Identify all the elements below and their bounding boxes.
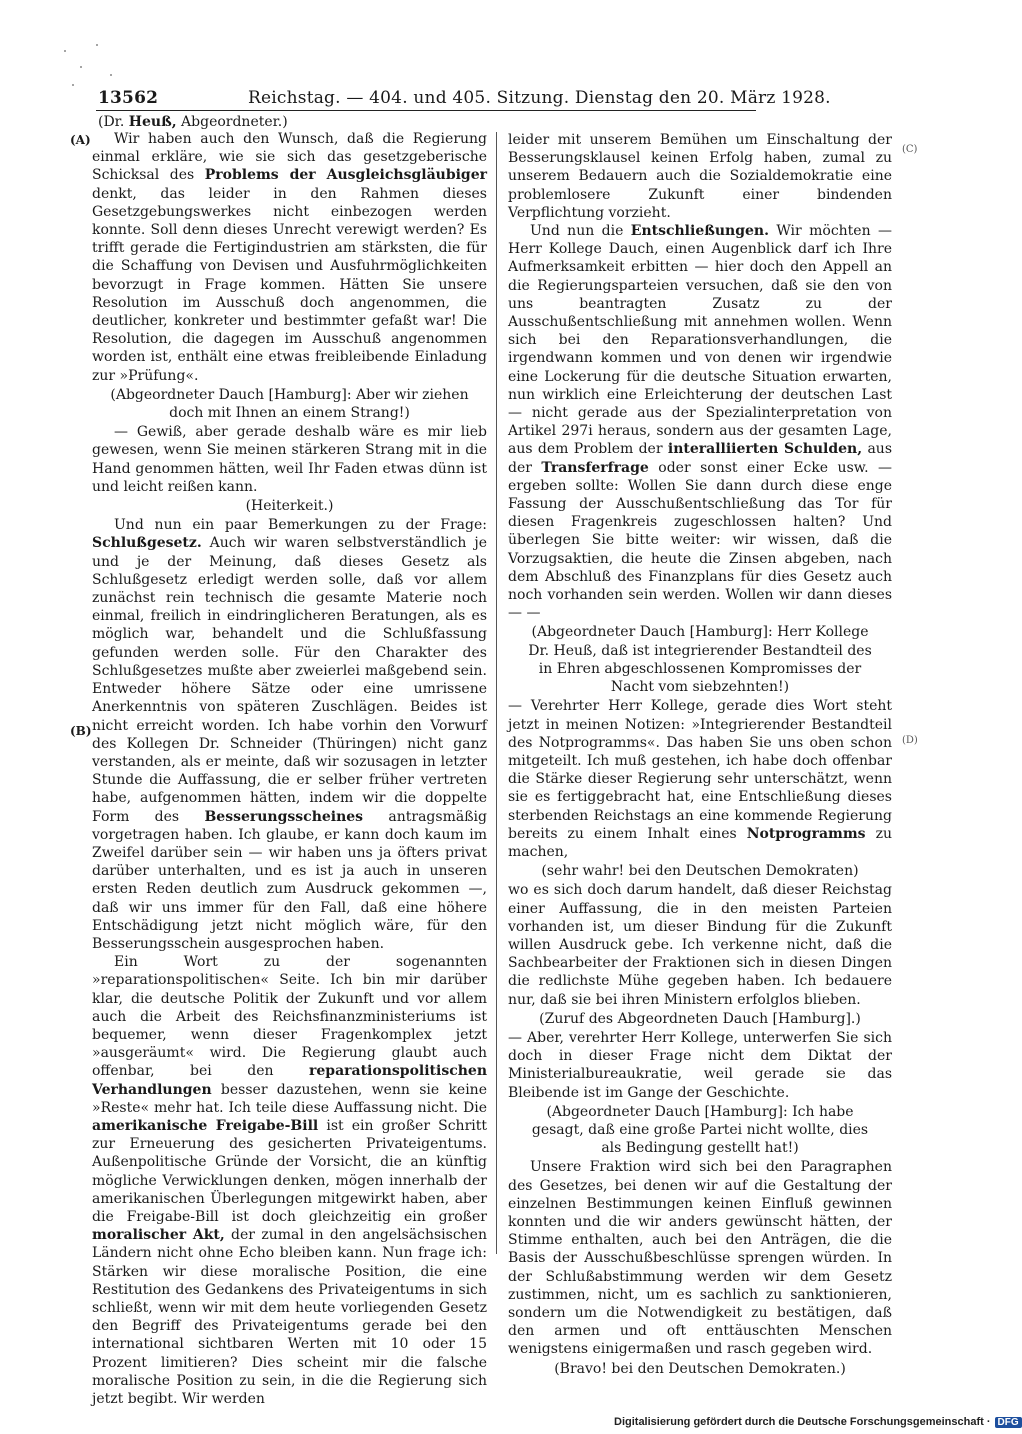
column-divider <box>496 132 497 1254</box>
running-title: Reichstag. — 404. und 405. Sitzung. Dienstag den 20. März 1928. <box>248 88 831 108</box>
interjection: (Zuruf des Abgeordneten Dauch [Hamburg].) <box>539 1010 861 1027</box>
paragraph: — Verehrter Herr Kollege, gerade dies Wort steht jetzt in meinen Notizen: »Integrierender Bestandteil des Notprogramms«. Das haben Sie uns oben schon mitgeteilt. Ich muß gestehen, ich habe doch offenbar die Stärke dieser Regierung sehr unterschätzt, wenn sie es fertiggebracht hat, eine Entschließung dieses sterbenden Reichstags an eine kommende Regierung bereits zu einem Inhalt eines Notprogramms zu machen, <box>508 698 892 860</box>
page-header <box>98 86 831 112</box>
interjection: (Abgeordneter Dauch [Hamburg]: Ich habe gesagt, daß eine große Partei nicht wollte, dies als Bedingung gestellt hat!) <box>531 1103 869 1157</box>
digitization-footer <box>614 1416 1019 1430</box>
interjection: (sehr wahr! bei den Deutschen Demokraten) <box>541 863 859 880</box>
paragraph: leider mit unserem Bemühen um Einschaltung der Besserungsklausel keinen Erfolg haben, zumal zu unserem Bedauern auch die Sozialdemokratie eine problemlosere Zukunft einer bindenden Verpflichtung vorzieht. <box>508 132 892 221</box>
paragraph: Und nun die Entschließungen. Wir möchten — Herr Kollege Dauch, einen Augenblick darf ich Ihre Aufmerksamkeit erbitten — hier doch den Appell an die Regierungsparteien versuchen, daß sie den von uns beantragten Zusatz zu der Ausschußentschließung mit annehmen wollen. Wenn sich bei den Reparationsverhandlungen, die irgendwann kommen und von denen wir irgendwie eine Lockerung für die deutsche Situation erwarten, nun wirklich eine Erleichterung der deutschen Last — nicht gerade aus der Spezialinterpretation von Artikel 297i heraus, sondern aus der gesamten Lage, aus dem Problem der interalliierten Schulden, aus der Transferfrage oder sonst einer Ecke usw. — ergeben sollte: Wollen Sie dann durch diese enge Fassung der Ausschußentschließung das Tor für diesen Fragenkreis zugeschlossen halten? Und überlegen Sie bitte weiter: wir wissen, daß die Vorzugsaktien, die heute die Zinsen abgeben, nach dem Abschluß des Finanzplans für dies Gesetz auch noch vorhanden sein werden. Wollen wir dann dieses — — <box>508 223 893 622</box>
paragraph: Unsere Fraktion wird sich bei den Paragraphen des Gesetzes, bei denen wir auf die Gestaltung der einzelnen Bestimmungen keinen Einfluß gewinnen konnten und die wir anders gewünscht hätten, der Stimme enthalten, auch bei den Anträgen, die die Basis der Ausschußbeschlüsse sprengen würden. In der Schlußabstimmung werden wir dem Gesetz zustimmen, nicht, um es sachlich zu sanktionieren, sondern um die Notwendigkeit zu bestätigen, daß den armen und oft enttäuschten Menschen wenigstens einigermaßen und rasch gegeben wird. <box>508 1159 892 1358</box>
speaker-line <box>98 114 288 130</box>
paragraph: Und nun ein paar Bemerkungen zu der Frage: Schlußgesetz. Auch wir waren selbstverständlich je und je der Meinung, daß dieses Gesetz als Schlußgesetz erledigt werden solle, daß vor allem zunächst rein technisch die gesamte Materie noch einmal, freilich in eindringlicheren Beratungen, als es möglich war, behandelt und die Schlußfassung gefunden werden solle. Für den Charakter des Schlußgesetzes mußte aber zweierlei maßgebend sein. Entweder höhere Sätze oder eine umrissene Anerkenntnis von späteren Zuschlägen. Beides ist nicht erreicht worden. Ich habe vorhin den Vorwurf des Kollegen Dr. Schneider (Thüringen) nicht ganz verstanden, als er meinte, daß wir sozusagen in letzter Stunde die Auffassung, die er selber früher vertreten habe, aufgenommen hätten, indem wir die doppelte Form des Besserungsscheines antragsmäßig vorgetragen haben. Ich glaube, er kann doch kaum im Zweifel darüber sein — wir haben uns ja öfters privat darüber unterhalten, und es ist ja auch in unseren ersten Reden deutlich zum Ausdruck gekommen —, daß wir uns immer für den Fall, daß eine höhere Entschädigung jetzt nicht möglich wäre, für den Besserungsschein ausgesprochen haben. <box>92 517 487 952</box>
paragraph: Wir haben auch den Wunsch, daß die Regierung einmal erkläre, wie sie sich das gesetzgeberische Schicksal des Problems der Ausgleichsgläubiger denkt, das leider in den Rahmen dieses Gesetzgebungswerkes nicht einbezogen werden konnte. Soll denn dieses Unrecht verewigt werden? Es trifft gerade die Fertigindustrien am stärksten, die für die Schaffung von Devisen und Ausfuhrmöglichkeiten bevorzugt in Frage kommen. Hätten Sie unsere Resolution im Ausschuß doch angenommen, die deutlicher, konkreter und bestimmter gefaßt war! Die Resolution, die dagegen im Ausschuß angenommen worden ist, enthält eine etwas freibleibende Einladung zur »Prüfung«. <box>92 131 487 384</box>
paragraph: — Gewiß, aber gerade deshalb wäre es mir lieb gewesen, wenn Sie meinen stärkeren Strang mit in die Hand genommen hätten, weil Ihr Faden etwas dünn ist und leicht reißen kann. <box>92 424 487 495</box>
interjection: (Abgeordneter Dauch [Hamburg]: Herr Kollege Dr. Heuß, daß ist integrierender Bestandteil des in Ehren abgeschlossenen Kompromisses der Nacht vom siebzehnten!) <box>528 624 872 696</box>
interjection: (Abgeordneter Dauch [Hamburg]: Aber wir ziehen doch mit Ihnen an einem Strang!) <box>110 386 469 422</box>
speaker-suffix: Abgeordneter.) <box>176 114 288 130</box>
dfg-logo: DFG <box>995 1417 1022 1428</box>
speaker-prefix: (Dr. <box>98 114 129 130</box>
margin-marker-a: (A) <box>70 133 91 147</box>
interjection: (Bravo! bei den Deutschen Demokraten.) <box>554 1360 846 1377</box>
paragraph: wo es sich doch darum handelt, daß dieser Reichstag einer Auffassung, die in den meisten Parteien vorhanden ist, um dieser Bindung für die Zukunft willen Ausdruck gebe. Ich verkenne nicht, daß die Sachbearbeiter der Fraktionen sich in diesen Dingen die redlichste Mühe gegeben haben. Ich bedauere nur, daß sie bei ihren Ministern erfolglos blieben. <box>508 882 892 1008</box>
left-column <box>92 130 487 1408</box>
margin-marker-c: (C) <box>902 144 918 155</box>
speaker-name: Heuß, <box>128 114 177 130</box>
margin-marker-b: (B) <box>70 724 92 738</box>
header-rule <box>96 110 756 111</box>
page-number: 13562 <box>98 88 159 108</box>
paragraph: Ein Wort zu der sogenannten »reparationspolitischen« Seite. Ich bin mir darüber klar, die deutsche Politik der Zukunft und vor allem auch die Arbeit des Reichsfinanzministeriums ist bequemer, wenn dieser Fragenkomplex jetzt »ausgeräumt« wird. Die Regierung glaubt auch offenbar, bei den reparationspolitischen Verhandlungen besser dazustehen, wenn sie keine »Reste« mehr hat. Ich teile diese Auffassung nicht. Die amerikanische Freigabe-Bill ist ein großer Schritt zur Erneuerung des gesicherten Privateigentums. Außenpolitische Gründe der Vorsicht, die an künftig mögliche Verwicklungen denken, mögen innerhalb der amerikanischen Überlegungen mitgewirkt haben, aber die Freigabe-Bill ist doch gleichzeitig ein großer moralischer Akt, der zumal in den angelsächsischen Ländern nicht ohne Echo bleiben kann. Nun frage ich: Stärken wir diese moralische Position, die eine Restitution des Gedankens des Privateigentums in sich schließt, wenn wir mit dem heute vorliegenden Gesetz den Begriff des Privateigentums gerade bei den international sichtbaren Werten mit 10 oder 15 Prozent limitieren? Dies scheint mir die falsche moralische Position zu sein, in die die Regierung sich jetzt begibt. Wir werden <box>92 954 487 1408</box>
margin-marker-d: (D) <box>902 735 918 746</box>
right-column <box>508 131 892 1379</box>
interjection: (Heiterkeit.) <box>245 498 334 515</box>
paragraph: — Aber, verehrter Herr Kollege, unterwerfen Sie sich doch in dieser Frage nicht dem Diktat der Ministerialbureaukratie, weil gerade sie das Bleibende ist im Gange der Geschichte. <box>508 1029 892 1101</box>
footer-text: Digitalisierung gefördert durch die Deutsche Forschungsgemeinschaft · <box>614 1416 991 1428</box>
